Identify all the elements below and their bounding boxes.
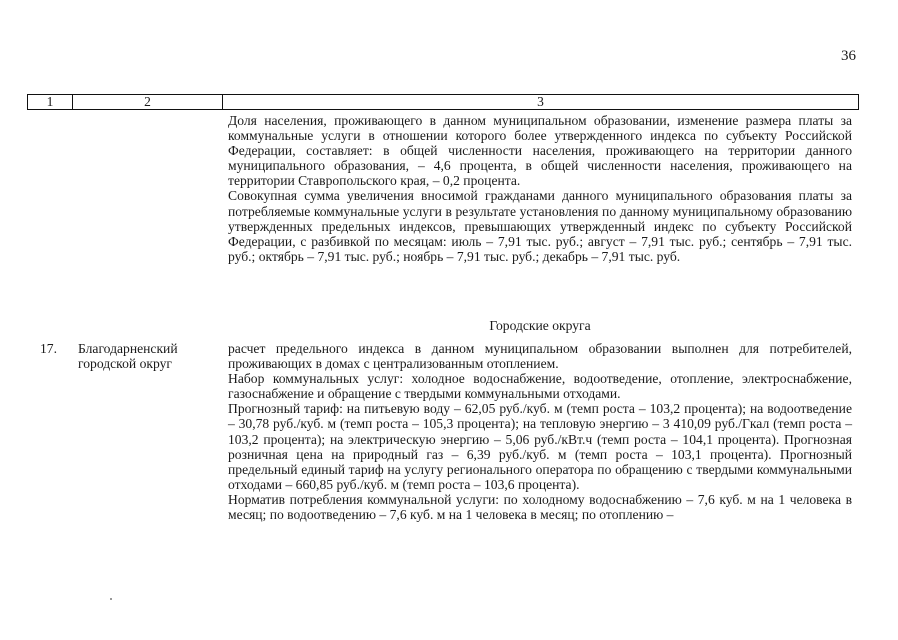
page-number: 36 — [841, 48, 856, 64]
column-header-2: 2 — [73, 95, 223, 109]
paragraph: Прогнозный тариф: на питьевую воду – 62,05 руб./куб. м (темп роста – 103,2 процента); на водоотведение – 30,78 руб./куб. м (темп роста – 105,3 процента); на тепловую энергию – 3 410,09 руб./Гкал (темп роста – 103,2 процента); на электрическую энергию – 5,06 руб./кВт.ч (темп роста – 104,1 процента). Прогнозная розничная цена на природный газ – 6,39 руб./куб. м (темп роста – 103,1 процента). Прогнозный предельный единый тариф на услугу регионального оператора по обращению с твердыми коммунальными отходами – 660,85 руб./куб. м (темп роста – 103,6 процента). — [228, 401, 852, 492]
continued-text-block — [228, 113, 852, 264]
section-title: Городские округа — [489, 318, 591, 333]
column-header-table — [27, 94, 859, 110]
scan-speck — [110, 598, 112, 600]
paragraph: Норматив потребления коммунальной услуги: по холодному водоснабжению – 7,6 куб. м на 1 человека в месяц; по водоотведению – 7,6 куб. м на 1 человека в месяц; по отоплению – — [228, 491, 852, 523]
row-number: 17. — [40, 341, 57, 356]
paragraph: Совокупная сумма увеличения вносимой гражданами данного муниципального образования платы за потребляемые коммунальные услуги в результате установления по данному муниципальному образованию утвержденных предельных индексов, превышающих утвержденный индекс по субъекту Российской Федерации, с разбивкой по месяцам: июль – 7,91 тыс. руб.; август – 7,91 тыс. руб.; сентябрь – 7,91 тыс. руб.; октябрь – 7,91 тыс. руб.; ноябрь – 7,91 тыс. руб.; декабрь – 7,91 тыс. руб. — [228, 188, 852, 264]
column-header-1: 1 — [28, 95, 73, 109]
paragraph: расчет предельного индекса в данном муниципальном образовании выполнен для потребителей, проживающих в домах с централизованным отоплением. — [228, 341, 852, 372]
paragraph: Доля населения, проживающего в данном муниципальном образовании, изменение размера платы за коммунальные услуги в отношении которого более утвержденного индекса по субъекту Российской Федерации, составляет: в общей численности населения, проживающего на территории данного муниципального образования, – 4,6 процента, в общей численности населения, проживающего на территории Ставропольского края, – 0,2 процента. — [228, 113, 852, 189]
row-text-block — [228, 341, 852, 522]
column-header-3: 3 — [537, 94, 544, 109]
paragraph: Набор коммунальных услуг: холодное водоснабжение, водоотведение, отопление, электроснабжение, газоснабжение и обращение с твердыми коммунальными отходами. — [228, 371, 852, 402]
municipality-name: Благодарненский городской округ — [78, 341, 178, 372]
